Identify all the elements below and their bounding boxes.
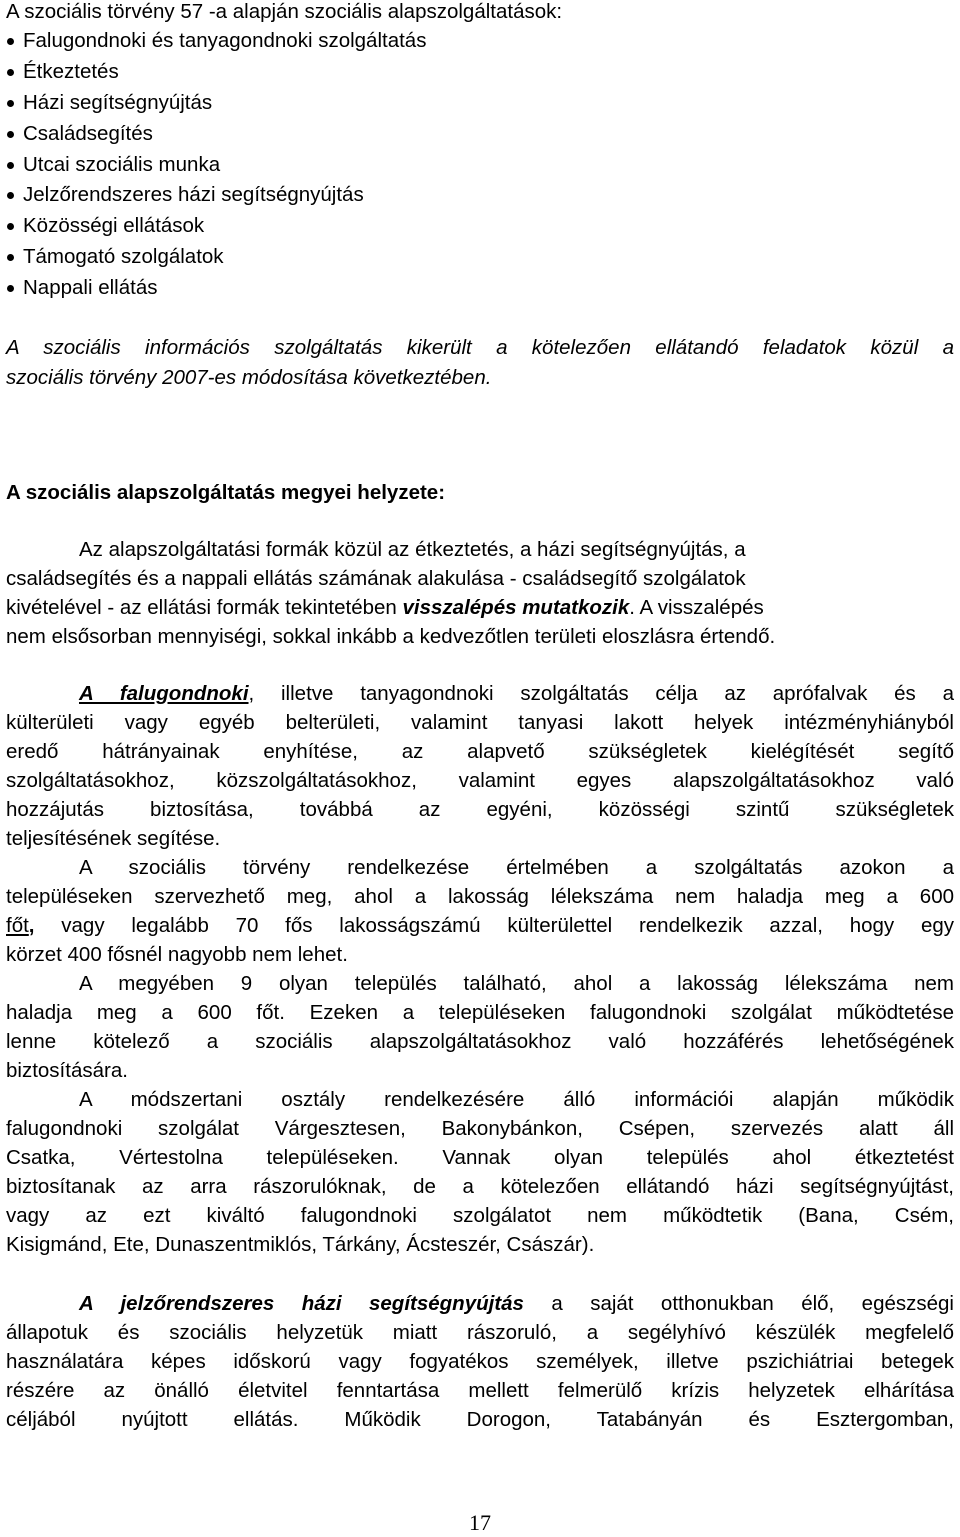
list-item: Támogató szolgálatok (0, 242, 426, 273)
p1-line-4: nem elsősorban mennyiségi, sokkal inkább a kedvezőtlen területi eloszlásra értendő. (6, 625, 776, 648)
p6-line-1-text: a saját otthonukban élő, egészségi (523, 1292, 954, 1315)
p5-line-4: biztosítanak az arra rászorulóknak, de a kötelezően ellátandó házi segítségnyújtást, (6, 1175, 954, 1198)
p2-line-3: eredő hátrányainak enyhítése, az alapvető szükségletek kielégítését segítő (6, 740, 954, 763)
p5-line-1: A módszertani osztály rendelkezésére álló információi alapján működik (79, 1088, 954, 1111)
p1-emphasis: visszalépés mutatkozik (402, 596, 630, 619)
p2-line-1-text: , illetve tanyagondnoki szolgáltatás célja az aprófalvak és a (248, 682, 954, 705)
note-line-1: A szociális információs szolgáltatás kikerült a kötelezően ellátandó feladatok közül a (6, 336, 954, 359)
p5-line-3: Csatka, Vértestolna településeken. Vannak olyan település ahol étkeztetést (6, 1146, 954, 1169)
p3-line-1: A szociális törvény rendelkezése értelmében a szolgáltatás azokon a (79, 856, 954, 879)
p3-underlined: főt (6, 914, 29, 937)
p2-line-5: hozzájutás biztosítása, továbbá az egyéni, közösségi szintű szükségletek (6, 798, 954, 821)
list-item: Étkeztetés (0, 57, 426, 88)
p5-line-5: vagy az ezt kiváltó falugondnoki szolgálatot nem működtetik (Bana, Csém, (6, 1204, 954, 1227)
p6-line-3: használatára képes időskorú vagy fogyatékos személyek, illetve pszichiátriai betegek (6, 1350, 954, 1373)
p2-line-1 (79, 682, 954, 706)
note-line-2: szociális törvény 2007-es módosítása következtében. (6, 366, 492, 389)
p1-line-3 (6, 596, 764, 620)
p3-comma: , (28, 914, 35, 937)
p5-line-2: falugondnoki szolgálat Várgesztesen, Bakonybánkon, Csépen, szervezés alatt áll (6, 1117, 954, 1140)
p4-line-1: A megyében 9 olyan település található, ahol a lakosság lélekszáma nem (79, 972, 954, 995)
p1-line-2: családsegítés és a nappali ellátás számának alakulása - családsegítő szolgálatok (6, 567, 746, 590)
p3-line-4: körzet 400 fősnél nagyobb nem lehet. (6, 943, 348, 966)
services-list (0, 26, 426, 304)
p1-line-3-end: . A visszalépés (629, 596, 764, 619)
list-item: Családsegítés (0, 119, 426, 150)
p2-line-2: külterületi vagy egyéb belterületi, valamint tanyasi lakott helyek intézményhiányból (6, 711, 954, 734)
intro-text: A szociális törvény 57 -a alapján szociális alapszolgáltatások: (6, 0, 563, 23)
list-item: Házi segítségnyújtás (0, 88, 426, 119)
list-item: Utcai szociális munka (0, 150, 426, 181)
p4-line-2: haladja meg a 600 főt. Ezeken a településeken falugondnoki szolgálat működtetése (6, 1001, 954, 1024)
list-item: Jelzőrendszeres házi segítségnyújtás (0, 180, 426, 211)
list-item: Nappali ellátás (0, 273, 426, 304)
p5-line-6: Kisigmánd, Ete, Dunaszentmiklós, Tárkány, Ácsteszér, Császár). (6, 1233, 595, 1256)
p6-line-5: céljából nyújtott ellátás. Működik Dorogon, Tatabányán és Esztergomban, (6, 1408, 954, 1431)
p4-line-3: lenne kötelező a szociális alapszolgáltatásokhoz való hozzáférés lehetőségének (6, 1030, 954, 1053)
p6-line-2: állapotuk és szociális helyzetük miatt rászoruló, a segélyhívó készülék megfelelő (6, 1321, 954, 1344)
p1-line-3-text: kivételével - az ellátási formák tekintetében (6, 596, 403, 619)
p6-emphasis: A jelzőrendszeres házi segítségnyújtás (79, 1292, 524, 1315)
p2-emphasis: A falugondnoki (79, 682, 249, 705)
p6-line-1 (79, 1292, 954, 1316)
p6-line-4: részére az önálló életvitel fenntartása mellett felmerülő krízis helyzetek elhárítása (6, 1379, 954, 1402)
p1-line-1: Az alapszolgáltatási formák közül az étkeztetés, a házi segítségnyújtás, a (79, 538, 746, 561)
p3-line-3-text: vagy legalább 70 fős lakosságszámú külterülettel rendelkezik azzal, hogy egy (34, 914, 954, 937)
list-item: Falugondnoki és tanyagondnoki szolgáltatás (0, 26, 426, 57)
page-number: 17 (469, 1510, 491, 1535)
p3-line-3 (6, 914, 954, 938)
list-item: Közösségi ellátások (0, 211, 426, 242)
section-heading: A szociális alapszolgáltatás megyei helyzete: (6, 481, 446, 504)
p4-line-4: biztosítására. (6, 1059, 128, 1082)
p2-line-6: teljesítésének segítése. (6, 827, 221, 850)
p3-line-2: településeken szervezhető meg, ahol a lakosság lélekszáma nem haladja meg a 600 (6, 885, 954, 908)
p2-line-4: szolgáltatásokhoz, közszolgáltatásokhoz, valamint egyes alapszolgáltatásokhoz való (6, 769, 954, 792)
